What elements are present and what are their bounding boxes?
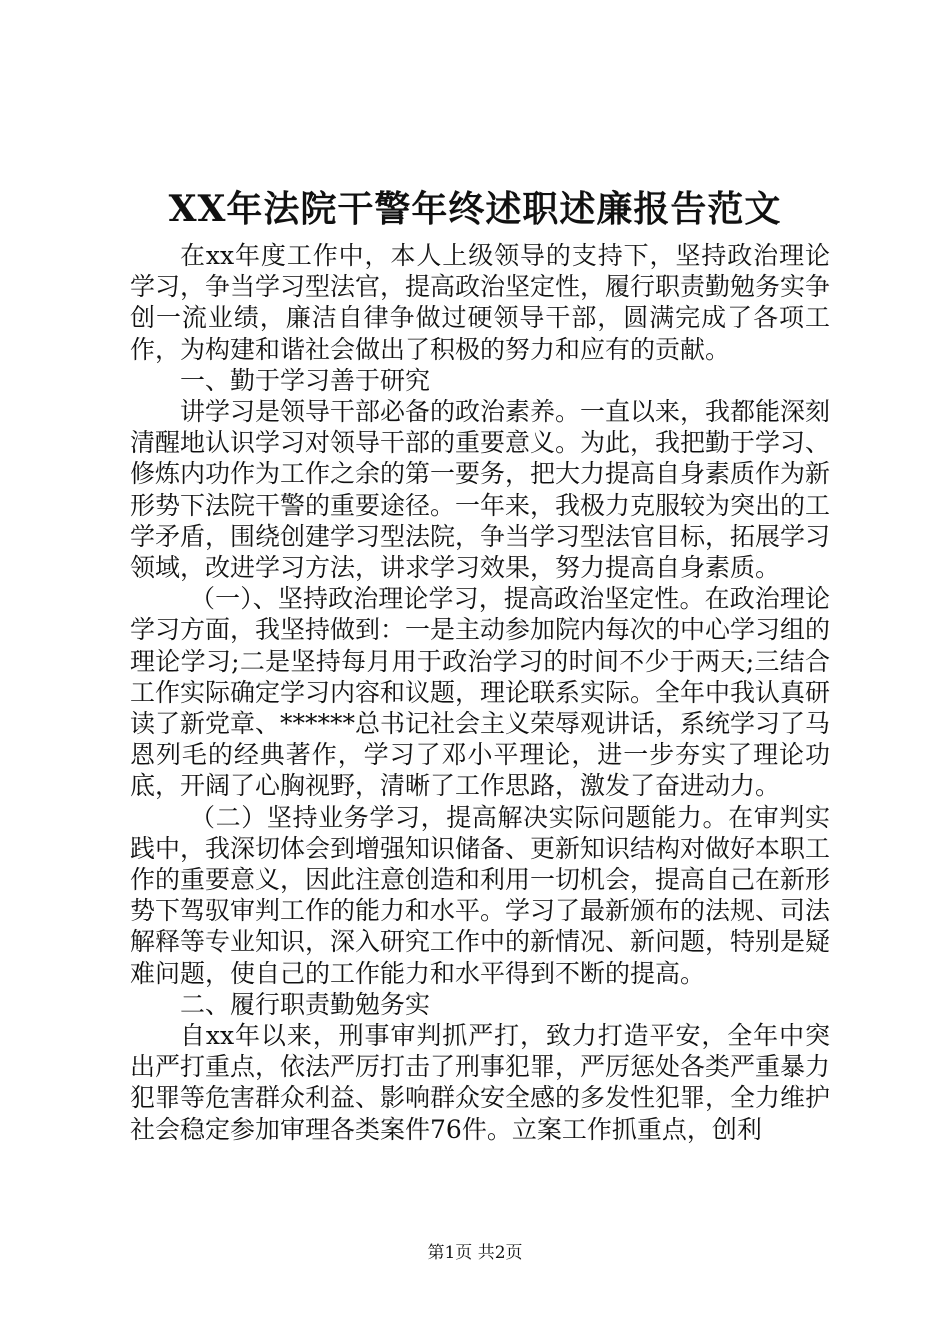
- paragraph-study: 讲学习是领导干部必备的政治素养。一直以来，我都能深刻清醒地认识学习对领导干部的重要意义。为此，我把勤于学习、修炼内功作为工作之余的第一要务，把大力提高自身素质作为新形势下法院干警的重要途径。一年来，我极力克服较为突出的工学矛盾，围绕创建学习型法院，争当学习型法官目标，拓展学习领域，改进学习方法，讲求学习效果，努力提高自身素质。: [130, 397, 831, 583]
- paragraph-duties: 自xx年以来，刑事审判抓严打，致力打造平安，全年中突出严打重点，依法严厉打击了刑事犯罪，严厉惩处各类严重暴力犯罪等危害群众利益、影响群众安全感的多发性犯罪，全力维护社会稳定参加审理各类案件76件。立案工作抓重点，创利: [130, 1021, 831, 1144]
- section-heading-1: 一、勤于学习善于研究: [180, 365, 431, 395]
- paragraph-political-theory: （一）、坚持政治理论学习，提高政治坚定性。在政治理论学习方面，我坚持做到：一是主动参加院内每次的中心学习组的理论学习;二是坚持每月用于政治学习的时间不少于两天;三结合工作实际确定学习内容和议题，理论联系实际。全年中我认真研读了新党章、******总书记社会主义荣辱观讲话，系统学习了马恩列毛的经典著作，学习了邓小平理论，进一步夯实了理论功底，开阔了心胸视野，清晰了工作思路，激发了奋进动力。: [130, 584, 831, 801]
- page-footer: 第1页 共2页: [427, 1243, 523, 1263]
- document-title: XX年法院干警年终述职述廉报告范文: [168, 188, 782, 230]
- paragraph-professional-study: （二）坚持业务学习，提高解决实际问题能力。在审判实践中，我深切体会到增强知识储备、更新知识结构对做好本职工作的重要意义，因此注意创造和利用一切机会，提高自己在新形势下驾驭审判工作的能力和水平。学习了最新颁布的法规、司法解释等专业知识，深入研究工作中的新情况、新问题，特别是疑难问题，使自己的工作能力和水平得到不断的提高。: [130, 802, 831, 988]
- document-body: [130, 240, 830, 1145]
- section-heading-2: 二、履行职责勤勉务实: [180, 989, 431, 1019]
- paragraph-intro: 在xx年度工作中，本人上级领导的支持下，坚持政治理论学习，争当学习型法官，提高政治坚定性，履行职责勤勉务实争创一流业绩，廉洁自律争做过硬领导干部，圆满完成了各项工作，为构建和谐社会做出了积极的努力和应有的贡献。: [130, 241, 831, 364]
